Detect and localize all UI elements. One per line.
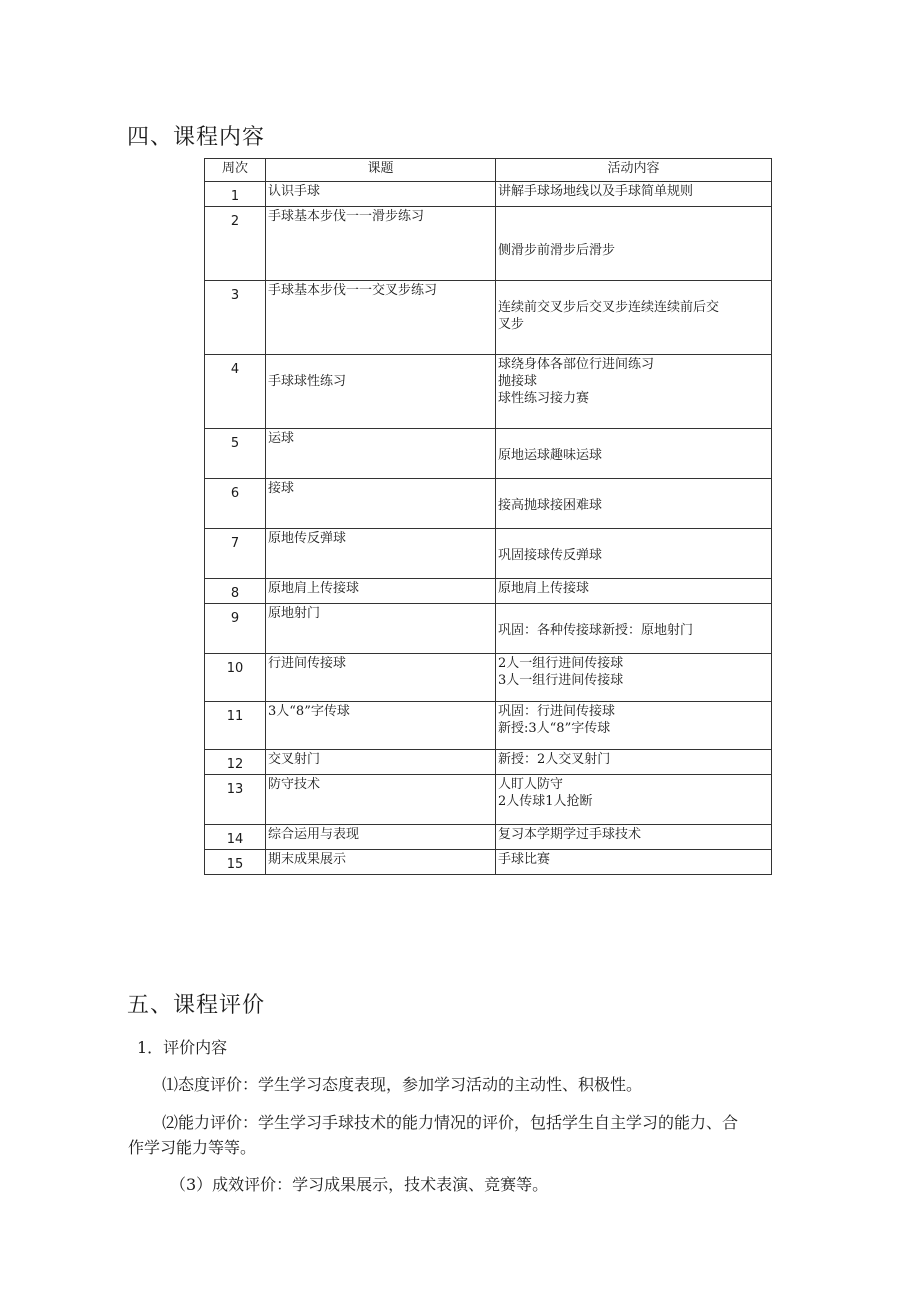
table-row — [205, 529, 772, 579]
topic-line: 认识手球 — [268, 184, 321, 199]
activity-cell — [496, 825, 772, 850]
topic-line: 手球基本步伐一一交叉步练习 — [268, 283, 438, 298]
table-row — [205, 479, 772, 529]
table-row — [205, 355, 772, 429]
table-row — [205, 429, 772, 479]
activity-line: 手球比赛 — [498, 852, 551, 867]
activity-line: 球绕身体各部位行进间练习 — [498, 357, 655, 372]
activity-line: 连续前交叉步后交叉步连续连续前后交 — [498, 300, 720, 315]
topic-cell — [266, 529, 496, 579]
week-cell: 13 — [205, 775, 266, 825]
topic-line: 手球球性练习 — [268, 374, 347, 389]
evaluation-attitude: ⑴态度评价：学生学习态度表现，参加学习活动的主动性、积极性。 — [162, 1075, 643, 1094]
topic-line: 原地射门 — [268, 606, 321, 621]
week-cell: 12 — [205, 750, 266, 775]
topic-line: 防守技术 — [268, 777, 321, 792]
table-row — [205, 654, 772, 702]
topic-cell — [266, 654, 496, 702]
topic-cell — [266, 775, 496, 825]
topic-line: 原地传反弹球 — [268, 531, 347, 546]
activity-cell — [496, 429, 772, 479]
topic-line: 原地肩上传接球 — [268, 581, 360, 596]
topic-line: 综合运用与表现 — [268, 827, 360, 842]
topic-cell — [266, 579, 496, 604]
topic-cell — [266, 281, 496, 355]
table-row — [205, 604, 772, 654]
week-cell: 6 — [205, 479, 266, 529]
table-row — [205, 281, 772, 355]
table-header-row — [205, 159, 772, 182]
activity-line — [498, 208, 769, 225]
table-row — [205, 775, 772, 825]
activity-line: 接高抛球接困难球 — [498, 498, 603, 513]
evaluation-outcome: （3）成效评价：学习成果展示，技术表演、竞赛等。 — [170, 1175, 549, 1194]
activity-line: 巩固接球传反弹球 — [498, 548, 603, 563]
evaluation-item-1: 1．评价内容 — [137, 1038, 228, 1057]
activity-cell — [496, 281, 772, 355]
activity-line: 原地运球趣味运球 — [498, 448, 603, 463]
table-row — [205, 207, 772, 281]
section-5-heading: 五、课程评价 — [127, 993, 266, 1018]
activity-cell — [496, 750, 772, 775]
activity-line: 新授：2人交叉射门 — [498, 752, 611, 767]
week-cell: 3 — [205, 281, 266, 355]
section-4-heading: 四、课程内容 — [127, 125, 266, 150]
week-cell: 9 — [205, 604, 266, 654]
week-cell: 14 — [205, 825, 266, 850]
header-activity: 活动内容 — [496, 159, 772, 182]
week-cell: 4 — [205, 355, 266, 429]
topic-cell — [266, 750, 496, 775]
topic-cell — [266, 207, 496, 281]
week-cell: 8 — [205, 579, 266, 604]
activity-line — [498, 530, 769, 547]
activity-line: 巩固：行进间传接球 — [498, 704, 616, 719]
activity-cell — [496, 850, 772, 875]
activity-cell — [496, 775, 772, 825]
week-cell: 10 — [205, 654, 266, 702]
activity-line — [498, 480, 769, 497]
activity-cell — [496, 479, 772, 529]
topic-line: 行进间传接球 — [268, 656, 347, 671]
table-row — [205, 750, 772, 775]
activity-line: 抛接球 — [498, 374, 538, 389]
week-cell: 2 — [205, 207, 266, 281]
topic-cell — [266, 182, 496, 207]
week-cell: 5 — [205, 429, 266, 479]
week-cell: 11 — [205, 702, 266, 750]
topic-line: 交叉射门 — [268, 752, 321, 767]
evaluation-ability-line1: ⑵能力评价：学生学习手球技术的能力情况的评价，包括学生自主学习的能力、合 — [162, 1113, 739, 1132]
course-content-table — [204, 158, 772, 875]
week-cell: 7 — [205, 529, 266, 579]
table-row — [205, 182, 772, 207]
header-week: 周次 — [205, 159, 266, 182]
activity-line: 叉步 — [498, 317, 525, 332]
activity-line: 复习本学期学过手球技术 — [498, 827, 642, 842]
topic-cell — [266, 355, 496, 429]
evaluation-ability-line2: 作学习能力等等。 — [128, 1138, 257, 1157]
activity-line: 人盯人防守 — [498, 777, 564, 792]
activity-line: 2人传球1人抢断 — [498, 794, 593, 809]
topic-line: 接球 — [268, 481, 295, 496]
table-row — [205, 825, 772, 850]
activity-cell — [496, 702, 772, 750]
activity-cell — [496, 529, 772, 579]
topic-line — [268, 356, 493, 373]
activity-cell — [496, 182, 772, 207]
topic-cell — [266, 604, 496, 654]
activity-line — [498, 225, 769, 242]
topic-cell — [266, 479, 496, 529]
activity-line: 巩固：各种传接球新授：原地射门 — [498, 623, 694, 638]
topic-cell — [266, 429, 496, 479]
activity-cell — [496, 207, 772, 281]
topic-cell — [266, 702, 496, 750]
activity-line: 新授:3人“8”字传球 — [498, 721, 611, 736]
week-cell: 1 — [205, 182, 266, 207]
activity-cell — [496, 604, 772, 654]
activity-line: 讲解手球场地线以及手球简单规则 — [498, 184, 694, 199]
table-row — [205, 850, 772, 875]
activity-line: 原地肩上传接球 — [498, 581, 590, 596]
topic-cell — [266, 850, 496, 875]
topic-line: 3人“8”字传球 — [268, 704, 350, 719]
topic-cell — [266, 825, 496, 850]
table-row — [205, 702, 772, 750]
activity-cell — [496, 579, 772, 604]
activity-cell — [496, 355, 772, 429]
activity-line — [498, 605, 769, 622]
topic-line: 运球 — [268, 431, 295, 446]
table-row — [205, 579, 772, 604]
activity-line: 3人一组行进间传接球 — [498, 673, 624, 688]
activity-line: 2人一组行进间传接球 — [498, 656, 624, 671]
week-cell: 15 — [205, 850, 266, 875]
activity-line — [498, 282, 769, 299]
topic-line: 手球基本步伐一一滑步练习 — [268, 209, 425, 224]
activity-cell — [496, 654, 772, 702]
activity-line: 球性练习接力赛 — [498, 391, 590, 406]
topic-line: 期末成果展示 — [268, 852, 347, 867]
activity-line — [498, 430, 769, 447]
header-topic: 课题 — [266, 159, 496, 182]
activity-line: 侧滑步前滑步后滑步 — [498, 243, 616, 258]
